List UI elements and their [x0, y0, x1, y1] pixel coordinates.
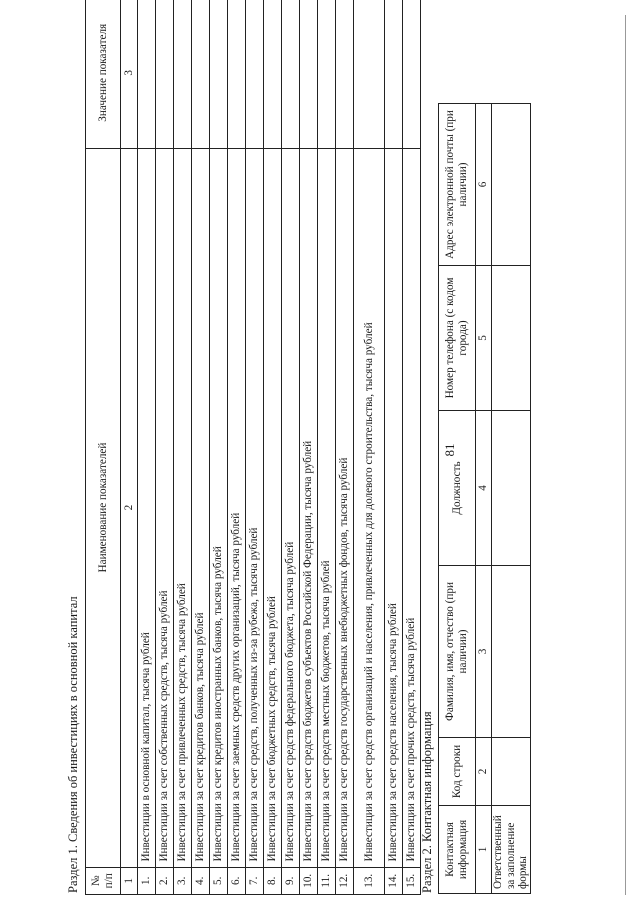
row-name: Инвестиции за счет средств населения, тысяча рублей: [385, 148, 403, 867]
row-value-cell[interactable]: [156, 0, 174, 148]
row-num: 14.: [385, 867, 403, 894]
row-num: 10.: [300, 867, 318, 894]
row-num: 15.: [403, 867, 421, 894]
row-value-cell[interactable]: [318, 0, 336, 148]
row-value-cell[interactable]: [385, 0, 403, 148]
section1-title: Раздел 1. Сведения об инвестициях в основной капитал: [66, 596, 80, 893]
colnum-5: 5: [476, 266, 492, 411]
section2-title: Раздел 2. Контактная информация: [420, 711, 434, 893]
colnum-4: 4: [476, 411, 492, 566]
header-email: Адрес электронной почты (при наличии): [439, 104, 476, 266]
colnum-1: 1: [121, 867, 138, 894]
colnum-2: 2: [121, 148, 138, 867]
row-name: Инвестиции за счет заемных средств других организаций, тысяча рублей: [228, 148, 246, 867]
row-num: 9.: [282, 867, 300, 894]
scan-edge-line: [625, 15, 626, 895]
row-value-cell[interactable]: [354, 0, 385, 148]
header-position: Должность: [439, 411, 476, 566]
row-name: Инвестиции за счет средств бюджетов субъектов Российской Федерации, тысяча рублей: [300, 148, 318, 867]
row-num: 1.: [138, 867, 156, 894]
row-value-cell[interactable]: [264, 0, 282, 148]
row-value-cell[interactable]: [228, 0, 246, 148]
colnum-1: 1: [476, 806, 492, 894]
header-value: Значение показателя: [86, 0, 121, 148]
row-num: 2.: [156, 867, 174, 894]
row-num: 13.: [354, 867, 385, 894]
row-num: 5.: [210, 867, 228, 894]
row-name: Инвестиции за счет средств государственных внебюджетных фондов, тысяча рублей: [336, 148, 354, 867]
row-name: Инвестиции за счет бюджетных средств, тысяча рублей: [264, 148, 282, 867]
row-name: Инвестиции за счет средств, полученных из-за рубежа, тысяча рублей: [246, 148, 264, 867]
row-num: 11.: [318, 867, 336, 894]
contact-table: [438, 103, 531, 894]
row-value-cell[interactable]: [336, 0, 354, 148]
row-value-cell[interactable]: [192, 0, 210, 148]
responsible-label: Ответственный за заполнение формы: [492, 806, 531, 894]
row-num: 7.: [246, 867, 264, 894]
row-name: Инвестиции в основной капитал, тысяча рублей: [138, 148, 156, 867]
row-num: 4.: [192, 867, 210, 894]
row-value-cell[interactable]: [300, 0, 318, 148]
colnum-2: 2: [476, 738, 492, 806]
phone-cell[interactable]: [492, 266, 531, 411]
row-value-cell[interactable]: [282, 0, 300, 148]
row-num: 3.: [174, 867, 192, 894]
row-value-cell[interactable]: [138, 0, 156, 148]
position-cell[interactable]: [492, 411, 531, 566]
full-name-cell[interactable]: [492, 566, 531, 738]
colnum-6: 6: [476, 104, 492, 266]
row-num: 6.: [228, 867, 246, 894]
row-value-cell[interactable]: [210, 0, 228, 148]
row-name: Инвестиции за счет прочих средств, тысяча рублей: [403, 148, 421, 867]
investments-table: [85, 0, 421, 895]
row-value-cell[interactable]: [403, 0, 421, 148]
row-name: Инвестиции за счет привлеченных средств, тысяча рублей: [174, 148, 192, 867]
header-phone: Номер телефона (с кодом города): [439, 266, 476, 411]
colnum-3: 3: [121, 0, 138, 148]
header-contact-info: Контактная информация: [439, 806, 476, 894]
row-name: Инвестиции за счет кредитов банков, тысяча рублей: [192, 148, 210, 867]
header-full-name: Фамилия, имя, отчество (при наличии): [439, 566, 476, 738]
row-name: Инвестиции за счет средств организаций и населения, привлеченных для долевого строительства, тысяча рублей: [354, 148, 385, 867]
row-name: Инвестиции за счет средств федерального бюджета, тысяча рублей: [282, 148, 300, 867]
row-num: 8.: [264, 867, 282, 894]
header-num: № п/п: [86, 867, 121, 894]
email-cell[interactable]: [492, 104, 531, 266]
page-number: 81: [442, 443, 457, 457]
colnum-3: 3: [476, 566, 492, 738]
row-name: Инвестиции за счет средств местных бюджетов, тысяча рублей: [318, 148, 336, 867]
row-value-cell[interactable]: [174, 0, 192, 148]
line-code-cell[interactable]: [492, 738, 531, 806]
row-value-cell[interactable]: [246, 0, 264, 148]
header-name: Наименование показателей: [86, 148, 121, 867]
row-name: Инвестиции за счет собственных средств, тысяча рублей: [156, 148, 174, 867]
row-num: 12.: [336, 867, 354, 894]
header-line-code: Код строки: [439, 738, 476, 806]
row-name: Инвестиции за счет кредитов иностранных банков, тысяча рублей: [210, 148, 228, 867]
